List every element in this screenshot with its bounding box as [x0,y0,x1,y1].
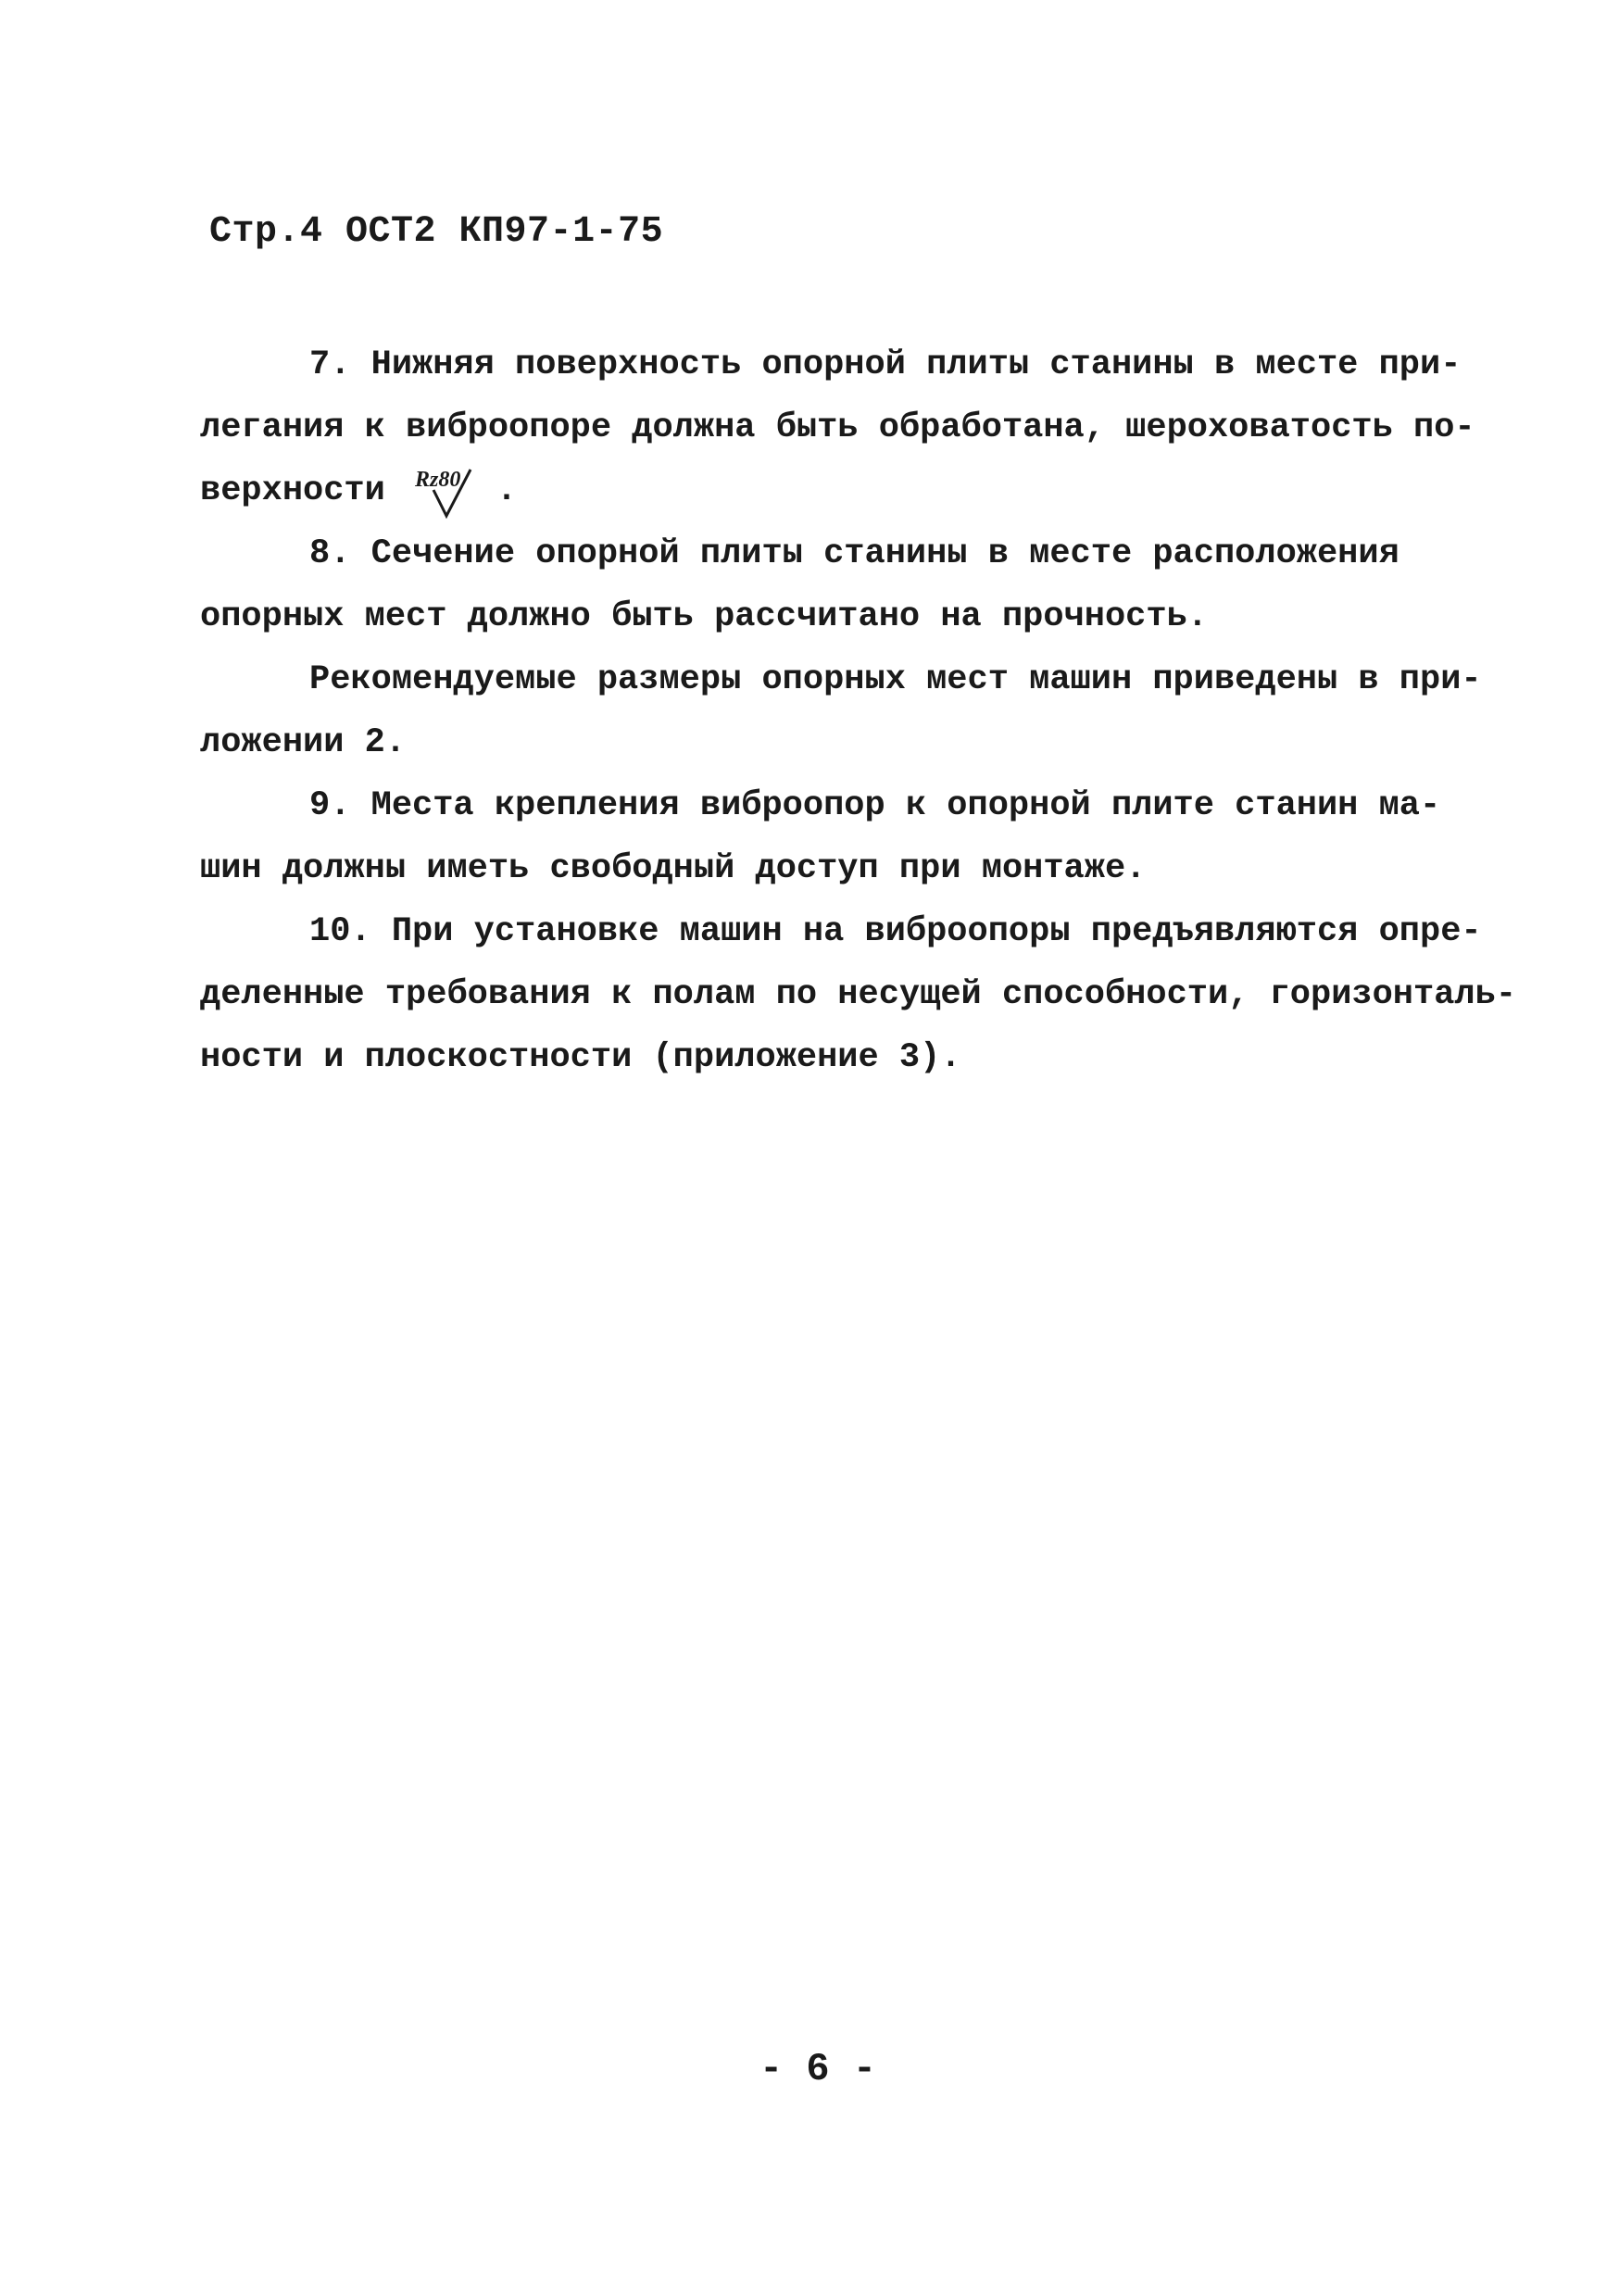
paragraph-7-line-3 [200,459,1441,522]
paragraph-8b-line-2: ложении 2. [200,723,407,762]
document-body [200,333,1517,1089]
paragraph-7-line-3-end: . [496,471,518,510]
paragraph-7-line-3-text: верхности [200,471,385,510]
paragraph-7-line-2: легания к виброопоре должна быть обработана, шероховатость по- [200,408,1475,447]
paragraph-10-line-1: 10. При установке машин на виброопоры предъявляются опре- [309,912,1482,951]
paragraph-8-line-1: 8. Сечение опорной плиты станины в месте расположения [309,534,1399,573]
paragraph-8b-line-1: Рекомендуемые размеры опорных мест машин приведены в при- [309,660,1482,699]
page-number: - 6 - [759,2047,877,2091]
page-header: Стр.4 ОСТ2 КП97-1-75 [209,211,664,253]
paragraph-10-line-2: деленные требования к полам по несущей способности, горизонталь- [200,975,1517,1014]
paragraph-10-line-3: ности и плоскостности (приложение 3). [200,1038,961,1077]
paragraph-9-line-2: шин должны иметь свободный доступ при монтаже. [200,849,1147,888]
paragraph-9-line-1: 9. Места крепления виброопор к опорной плите станин ма- [309,786,1441,825]
surface-roughness-icon [413,462,496,518]
paragraph-8-line-2: опорных мест должно быть рассчитано на прочность. [200,597,1208,636]
paragraph-7-line-1: 7. Нижняя поверхность опорной плиты станины в месте при- [309,345,1462,384]
roughness-label: Rz80 [414,468,461,492]
